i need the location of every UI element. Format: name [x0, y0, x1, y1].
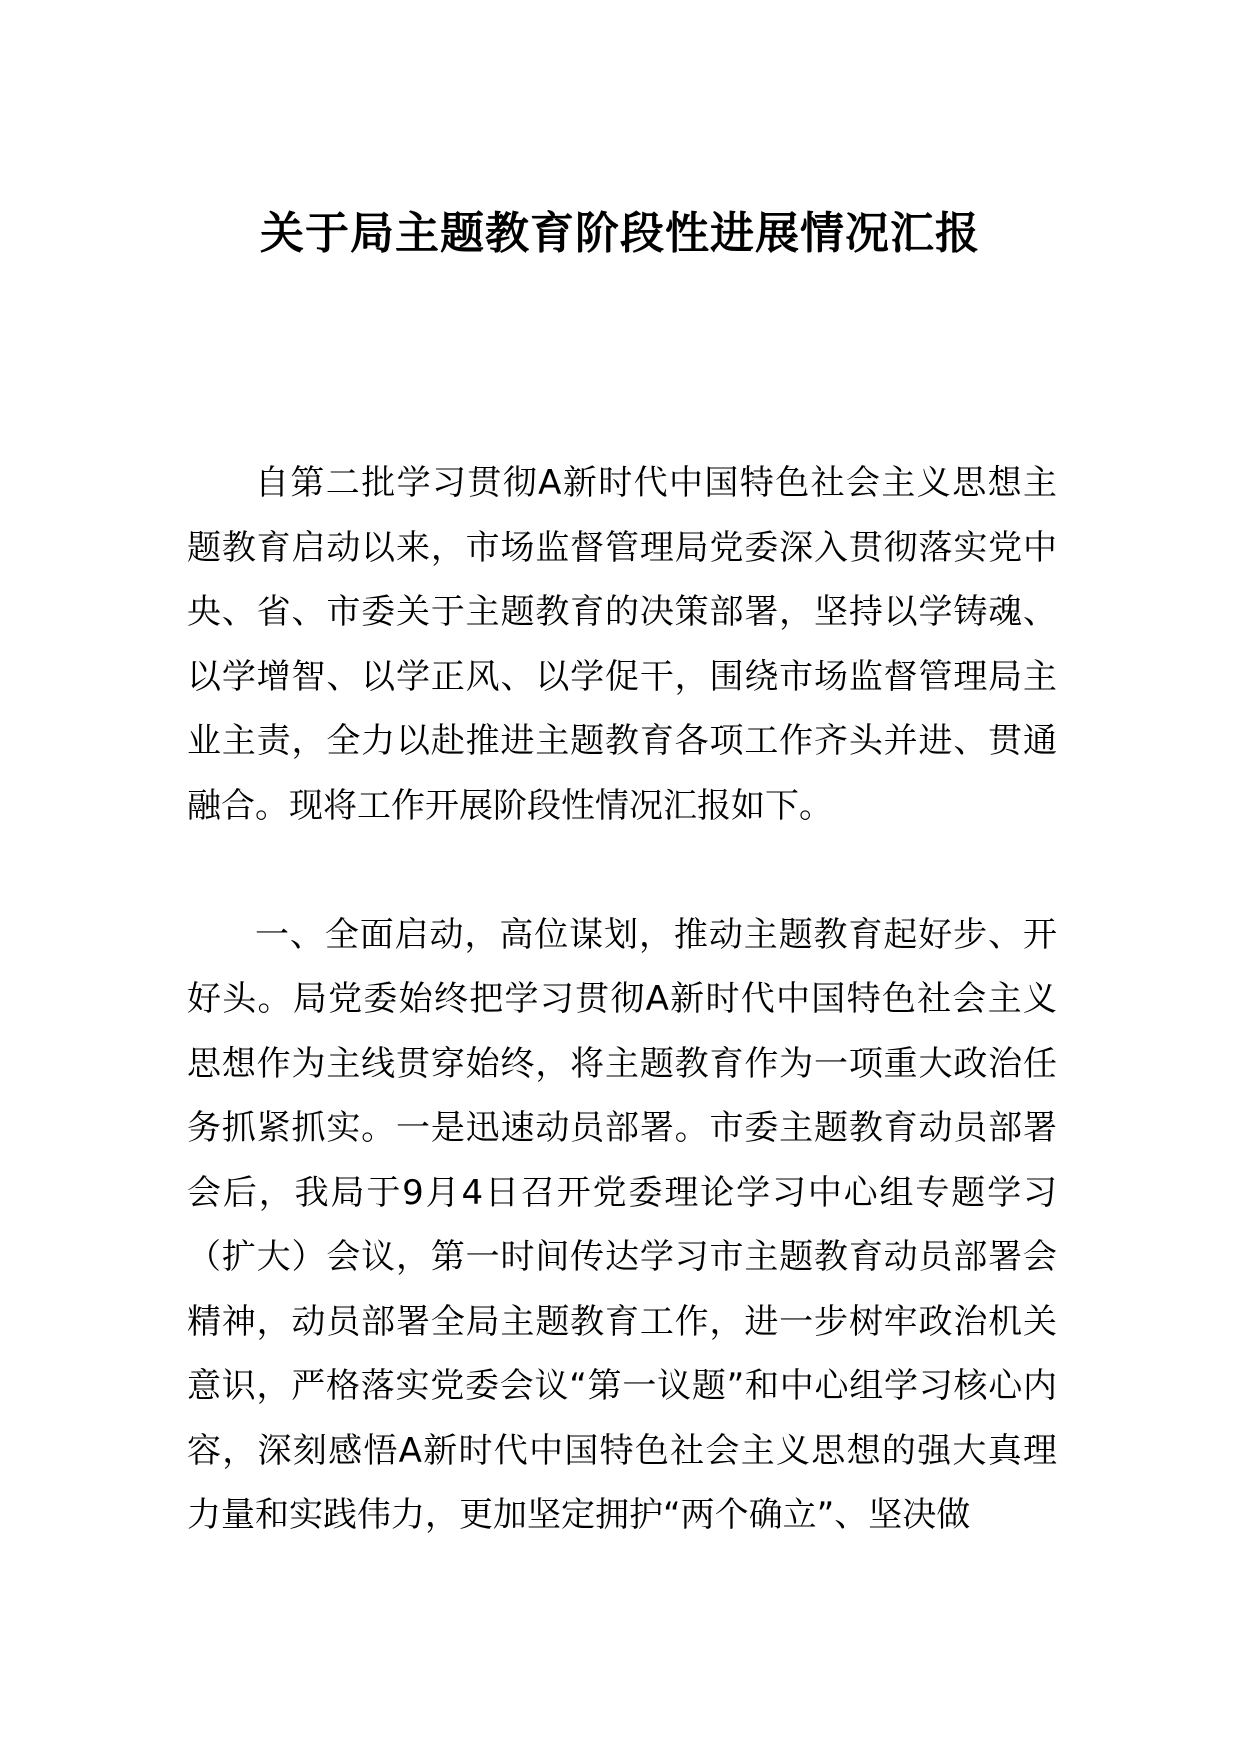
document-title: 关于局主题教育阶段性进展情况汇报: [260, 208, 980, 259]
section-one-paragraph: 一、全面启动，高位谋划，推动主题教育起好步、开好头。局党委始终把学习贯彻A新时代中国特色社会主义思想作为主线贯穿始终，将主题教育作为一项重大政治任务抓紧抓实。一是迅速动员部署。市委主题教育动员部署会后，我局于9月4日召开党委理论学习中心组专题学习（扩大）会议，第一时间传达学习市主题教育动员部署会精神，动员部署全局主题教育工作，进一步树牢政治机关意识，严格落实党委会议“第一议题”和中心组学习核心内容，深刻感悟A新时代中国特色社会主义思想的强大真理力量和实践伟力，更加坚定拥护“两个确立”、坚决做: [187, 914, 1057, 1535]
intro-paragraph: 自第二批学习贯彻A新时代中国特色社会主义思想主题教育启动以来，市场监督管理局党委深入贯彻落实党中央、省、市委关于主题教育的决策部署，坚持以学铸魂、以学增智、以学正风、以学促干，围绕市场监督管理局主业主责，全力以赴推进主题教育各项工作齐头并进、贯通融合。现将工作开展阶段性情况汇报如下。: [187, 463, 1057, 826]
document-body: [187, 451, 1057, 1548]
